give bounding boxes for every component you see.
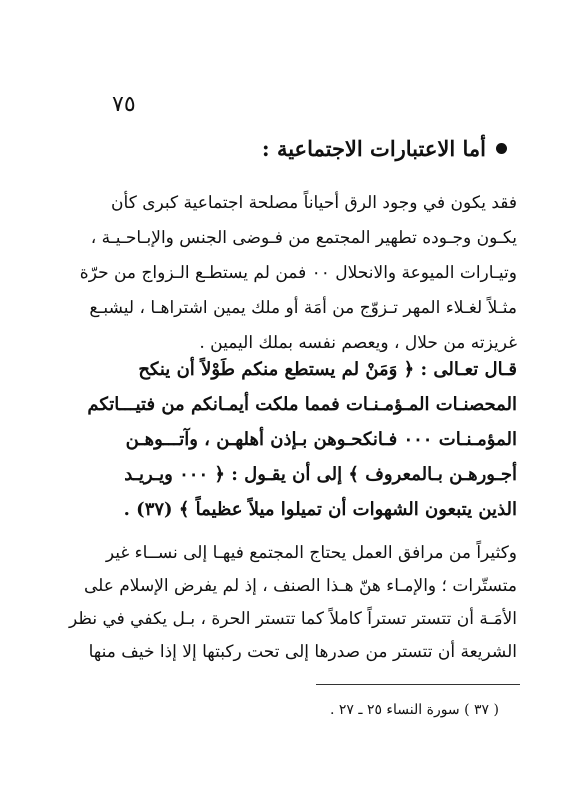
footnote-divider — [316, 684, 520, 685]
section-title: أما الاعتبارات الاجتماعية : — [261, 136, 486, 161]
quran-verse-block — [87, 352, 517, 527]
text-line: فقد يكون في وجود الرق أحياناً مصلحة اجتماعية كبرى كأن — [111, 193, 517, 213]
verse-line: قـال تعـالى : ﴿ وَمَنْ لم يستطع منكم طَوْلاً أن ينكح — [138, 359, 517, 380]
text-line: وتيـارات الميوعة والانحلال ٠٠ فمن لم يستطـع الـزواج من حرّة — [79, 263, 517, 283]
paragraph-2 — [69, 537, 517, 669]
verse-line: المحصنـات المـؤمـنـات فمما ملكت أيمـانكم من فتيـــاتكم — [87, 394, 517, 415]
text-line: يكـون وجـوده تطهير المجتمع من فـوضى الجنس والإبـاحـيـة ، — [90, 228, 517, 248]
text-line: مثـلاً لغـلاء المهر تـزوّج من أمَة أو ملك يمين اشتراهـا ، ليشبـع — [89, 298, 517, 318]
paragraph-1 — [79, 186, 517, 361]
bullet-icon — [496, 143, 507, 154]
text-line: الشريعة أن تتستر من صدرها إلى تحت ركبتها إلا إذا خيف منها — [88, 642, 517, 662]
text-line: الأمَـة أن تتستر تستراً كاملاً كما تتستر الحرة ، بـل يكفي في نظر — [69, 609, 517, 629]
verse-line: الذين يتبعون الشهوات أن تميلوا ميلاً عظيماً ﴾ (٣٧) . — [123, 499, 517, 520]
text-line: متستّرات ؛ والإمـاء هنّ هـذا الصنف ، إذ لم يفرض الإسلام على — [83, 576, 517, 596]
verse-line: أجـورهـن بـالمعروف ﴾ إلى أن يقـول : ﴿ ٠٠٠ ويـريـد — [124, 464, 517, 485]
footnote: ( ٣٧ ) سورة النساء ٢٥ ـ ٢٧ . — [329, 702, 499, 718]
page-number: ٧٥ — [112, 92, 136, 117]
section-heading — [262, 136, 507, 161]
text-line: وكثيراً من مرافق العمل يحتاج المجتمع فيهـا إلى نســاء غير — [105, 543, 517, 563]
verse-line: المؤمـنـات ٠٠٠ فـانكحـوهن بـإذن أهلهـن ، وآتـــوهـن — [125, 429, 517, 450]
text-line: غريزته من حلال ، ويعصم نفسه بملك اليمين . — [199, 333, 517, 353]
